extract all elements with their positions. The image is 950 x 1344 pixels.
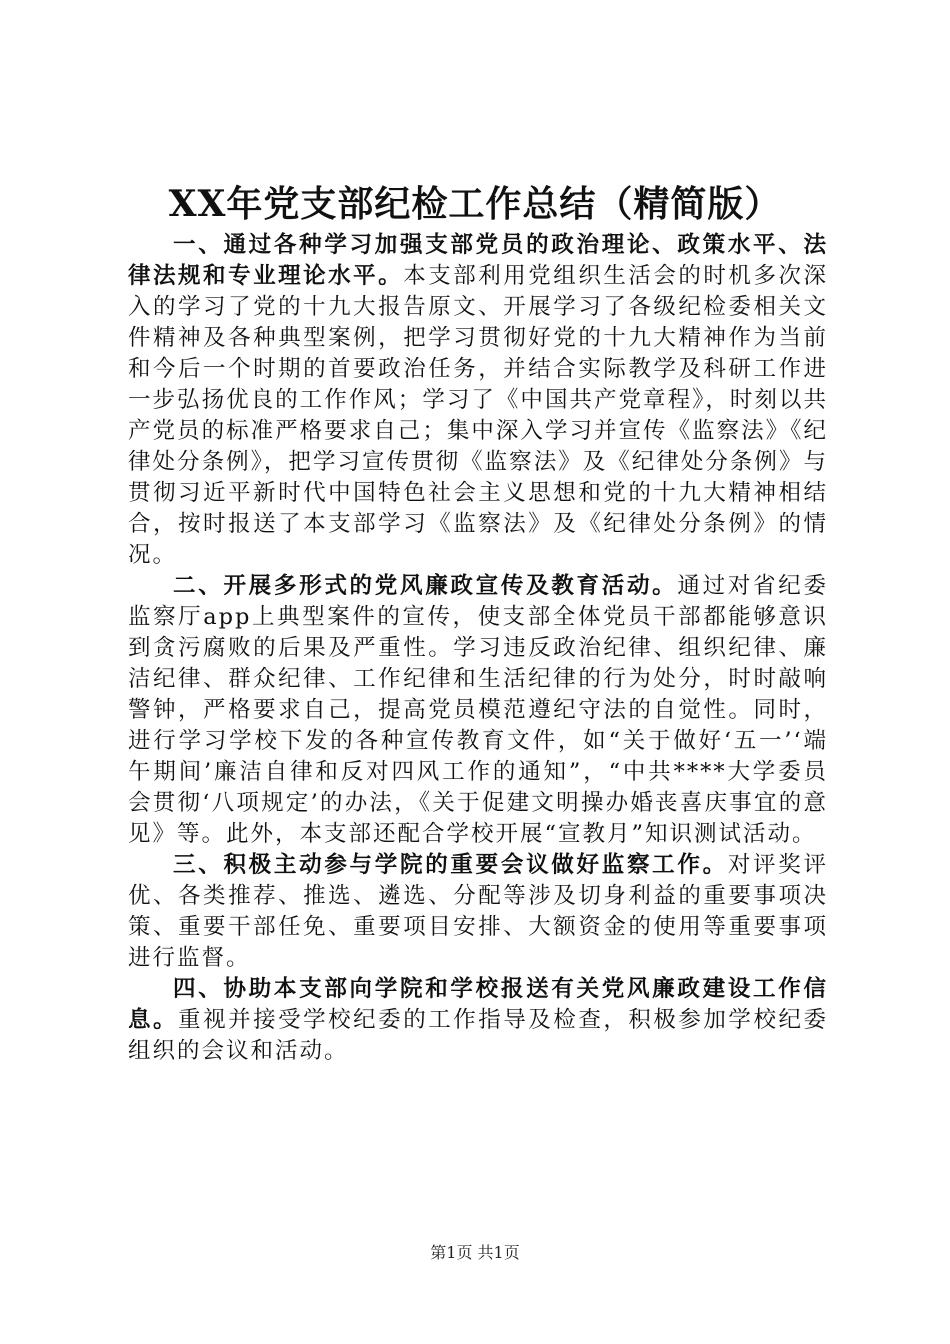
paragraph-1-heading: 一、通过各种学习加强支部党员的政治理论、政策水平、法律法规和专业理论水平。	[128, 232, 828, 289]
paragraph-2	[128, 571, 828, 850]
paragraph-3	[128, 850, 828, 974]
document-body	[128, 230, 828, 1067]
paragraph-4-heading: 四、协助本支部向学院和学校报送有关党风廉政建设工作信息。	[128, 976, 828, 1033]
paragraph-1-text: 本支部利用党组织生活会的时机多次深入的学习了党的十九大报告原文、开展学习了各级纪检委相关文件精神及各种典型案例，把学习贯彻好党的十九大精神作为当前和今后一个时期的首要政治任务，并结合实际教学及科研工作进一步弘扬优良的工作作风；学习了《中国共产党章程》，时刻以共产党员的标准严格要求自己；集中深入学习并宣传《监察法》《纪律处分条例》，把学习宣传贯彻《监察法》及《纪律处分条例》与贯彻习近平新时代中国特色社会主义思想和党的十九大精神相结合，按时报送了本支部学习《监察法》及《纪律处分条例》的情况。	[128, 263, 828, 568]
paragraph-2-heading: 二、开展多形式的党风廉政宣传及教育活动。	[173, 573, 678, 599]
paragraph-3-heading: 三、积极主动参与学院的重要会议做好监察工作。	[173, 852, 728, 878]
document-title: XX年党支部纪检工作总结（精简版）	[168, 183, 782, 225]
page-footer: 第1页 共1页	[430, 1243, 520, 1262]
paragraph-4-text: 重视并接受学校纪委的工作指导及检查，积极参加学校纪委组织的会议和活动。	[128, 1007, 828, 1064]
paragraph-2-text: 通过对省纪委监察厅app上典型案件的宣传，使支部全体党员干部都能够意识到贪污腐败的后果及严重性。学习违反政治纪律、组织纪律、廉洁纪律、群众纪律、工作纪律和生活纪律的行为处分，时时敲响警钟，严格要求自己，提高党员模范遵纪守法的自觉性。同时，进行学习学校下发的各种宣传教育文件，如“关于做好‘五一’‘端午期间’廉洁自律和反对四风工作的通知”，“中共****大学委员会贯彻‘八项规定’的办法，《关于促建文明操办婚丧喜庆事宜的意见》等。此外，本支部还配合学校开展“宣教月”知识测试活动。	[128, 573, 828, 847]
paragraph-4	[128, 974, 828, 1067]
paragraph-3-text: 对评奖评优、各类推荐、推选、遴选、分配等涉及切身利益的重要事项决策、重要干部任免、重要项目安排、大额资金的使用等重要事项进行监督。	[128, 852, 828, 971]
paragraph-1	[128, 230, 828, 571]
